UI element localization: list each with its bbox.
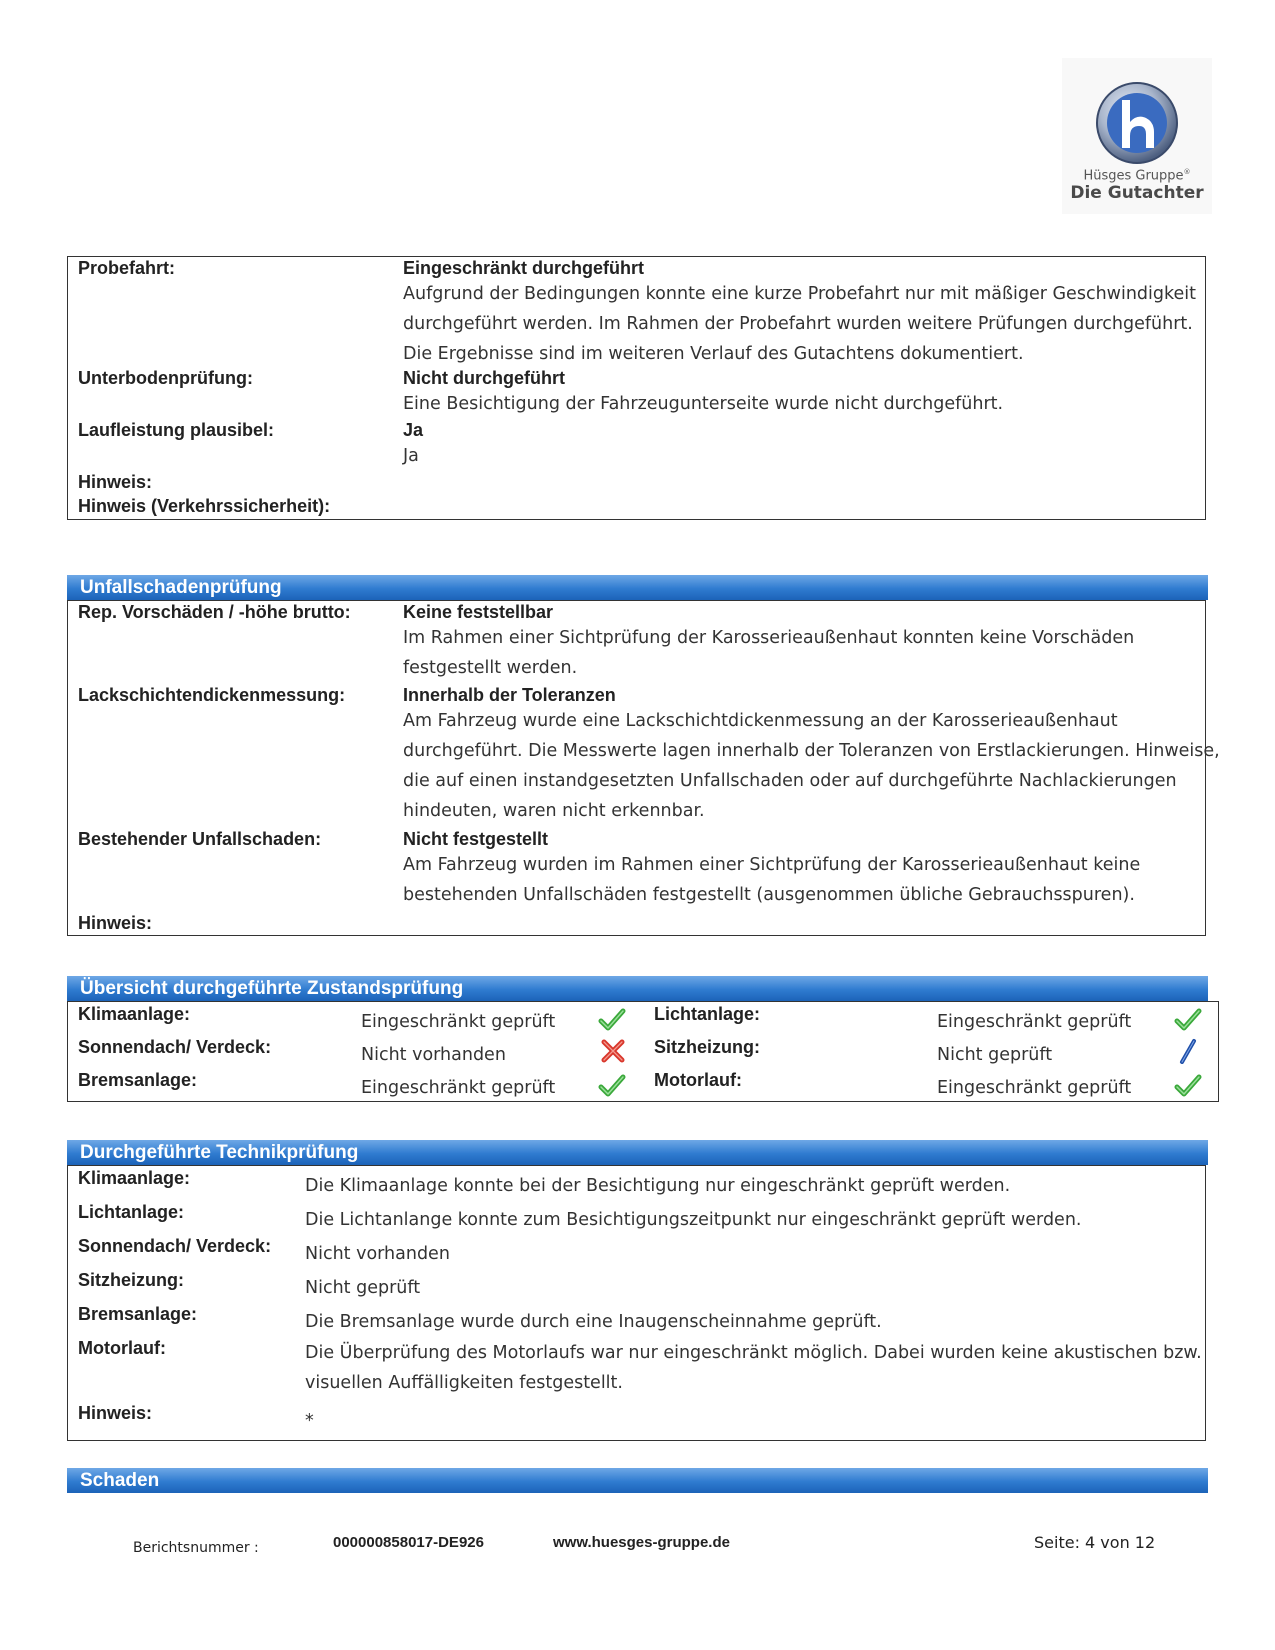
row-label: Unterbodenprüfung: <box>78 368 253 388</box>
row-result: Eingeschränkt durchgeführt <box>403 258 645 278</box>
section-header-condition: Übersicht durchgeführte Zustandsprüfung <box>67 976 1208 1001</box>
report-number-label: Berichtsnummer : <box>133 1540 259 1556</box>
row-description <box>403 441 419 471</box>
description-line: Aufgrund der Bedingungen konnte eine kurze Probefahrt nur mit mäßiger Geschwindigkeit <box>403 284 1197 304</box>
row-description <box>403 706 1220 826</box>
logo-line1: Hüsges Gruppe <box>1083 168 1184 184</box>
row-description <box>403 850 1140 910</box>
condition-label: Lichtanlage: <box>654 1004 761 1024</box>
tech-value: Nicht geprüft <box>305 1278 421 1298</box>
row-result: Nicht festgestellt <box>403 829 549 849</box>
condition-value: Eingeschränkt geprüft <box>937 1078 1132 1098</box>
check-icon <box>598 1073 626 1099</box>
section-header-damage: Schaden <box>67 1468 1208 1493</box>
accident-section <box>67 600 1220 936</box>
section-header-technical: Durchgeführte Technikprüfung <box>67 1140 1208 1165</box>
description-line: Eine Besichtigung der Fahrzeugunterseite wurde nicht durchgeführt. <box>403 394 1004 414</box>
hinweis-safety-label: Hinweis (Verkehrssicherheit): <box>78 496 331 516</box>
check-icon <box>1174 1073 1202 1099</box>
condition-label: Sitzheizung: <box>654 1037 760 1057</box>
description-line: Die Überprüfung des Motorlaufs war nur eingeschränkt möglich. Dabei wurden keine akustischen bzw. <box>305 1343 1202 1363</box>
tech-value: Nicht vorhanden <box>305 1244 450 1264</box>
row-label: Lackschichtendickenmessung: <box>78 685 346 705</box>
row-label: Rep. Vorschäden / -höhe brutto: <box>78 602 351 622</box>
condition-overview <box>67 1001 1219 1102</box>
report-number: 000000858017-DE926 <box>333 1534 484 1551</box>
tech-value: Die Klimaanlage konnte bei der Besichtigung nur eingeschränkt geprüft werden. <box>305 1176 1011 1196</box>
tech-label: Motorlauf: <box>78 1338 166 1358</box>
row-description <box>403 623 1134 683</box>
row-label: Bestehender Unfallschaden: <box>78 829 322 849</box>
row-result: Keine feststellbar <box>403 602 554 622</box>
condition-label: Sonnendach/ Verdeck: <box>78 1037 272 1057</box>
row-result: Nicht durchgeführt <box>403 368 565 388</box>
pen-icon <box>1174 1038 1202 1064</box>
tech-value: Die Lichtanlange konnte zum Besichtigungszeitpunkt nur eingeschränkt geprüft werden. <box>305 1210 1082 1230</box>
logo-emblem-icon <box>1094 80 1180 166</box>
hinweis-label: Hinweis: <box>78 472 153 492</box>
tech-label: Hinweis: <box>78 1403 153 1423</box>
condition-value: Eingeschränkt geprüft <box>361 1078 556 1098</box>
tech-value: Die Bremsanlage wurde durch eine Inaugenscheinnahme geprüft. <box>305 1312 882 1332</box>
logo-line2: Die Gutachter <box>1070 183 1204 204</box>
condition-label: Bremsanlage: <box>78 1070 198 1090</box>
website-link[interactable]: www.huesges-gruppe.de <box>553 1534 730 1551</box>
description-line: hindeuten, waren nicht erkennbar. <box>403 801 705 821</box>
check-icon <box>598 1007 626 1033</box>
company-logo <box>1062 58 1212 214</box>
cross-icon <box>599 1038 627 1064</box>
condition-value: Eingeschränkt geprüft <box>361 1012 556 1032</box>
row-result: Ja <box>403 420 424 440</box>
condition-label: Motorlauf: <box>654 1070 742 1090</box>
row-description <box>403 279 1196 369</box>
description-line: visuellen Auffälligkeiten festgestellt. <box>305 1373 623 1393</box>
description-line: die auf einen instandgesetzten Unfallschaden oder auf durchgeführte Nachlackierungen <box>403 771 1177 791</box>
hinweis-label: Hinweis: <box>78 913 153 933</box>
testdrive-section <box>67 256 1206 520</box>
description-line: Die Ergebnisse sind im weiteren Verlauf des Gutachtens dokumentiert. <box>403 344 1024 364</box>
description-line: Am Fahrzeug wurden im Rahmen einer Sichtprüfung der Karosserieaußenhaut keine <box>403 855 1141 875</box>
tech-label: Sonnendach/ Verdeck: <box>78 1236 272 1256</box>
row-label: Laufleistung plausibel: <box>78 420 275 440</box>
section-header-accident: Unfallschadenprüfung <box>67 575 1208 600</box>
description-line: Ja <box>403 446 419 466</box>
description-line: durchgeführt werden. Im Rahmen der Probefahrt wurden weitere Prüfungen durchgeführt. <box>403 314 1193 334</box>
description-line: Im Rahmen einer Sichtprüfung der Karosserieaußenhaut konnten keine Vorschäden <box>403 628 1135 648</box>
tech-value: * <box>305 1411 314 1431</box>
condition-value: Eingeschränkt geprüft <box>937 1012 1132 1032</box>
technical-section <box>67 1165 1206 1441</box>
description-line: Am Fahrzeug wurde eine Lackschichtdickenmessung an der Karosserieaußenhaut <box>403 711 1118 731</box>
description-line: durchgeführt. Die Messwerte lagen innerhalb der Toleranzen von Erstlackierungen. Hinweise, <box>403 741 1220 761</box>
row-description <box>403 389 1003 419</box>
row-result: Innerhalb der Toleranzen <box>403 685 616 705</box>
row-label: Probefahrt: <box>78 258 176 278</box>
tech-label: Lichtanlage: <box>78 1202 185 1222</box>
logo-registered-mark: ® <box>1183 168 1191 176</box>
tech-label: Klimaanlage: <box>78 1168 191 1188</box>
tech-label: Bremsanlage: <box>78 1304 198 1324</box>
check-icon <box>1174 1007 1202 1033</box>
condition-label: Klimaanlage: <box>78 1004 191 1024</box>
tech-value <box>305 1338 1202 1398</box>
tech-label: Sitzheizung: <box>78 1270 184 1290</box>
description-line: festgestellt werden. <box>403 658 578 678</box>
page-number: Seite: 4 von 12 <box>1034 1533 1156 1552</box>
condition-value: Nicht vorhanden <box>361 1045 506 1065</box>
description-line: bestehenden Unfallschäden festgestellt (ausgenommen übliche Gebrauchsspuren). <box>403 885 1135 905</box>
condition-value: Nicht geprüft <box>937 1045 1053 1065</box>
